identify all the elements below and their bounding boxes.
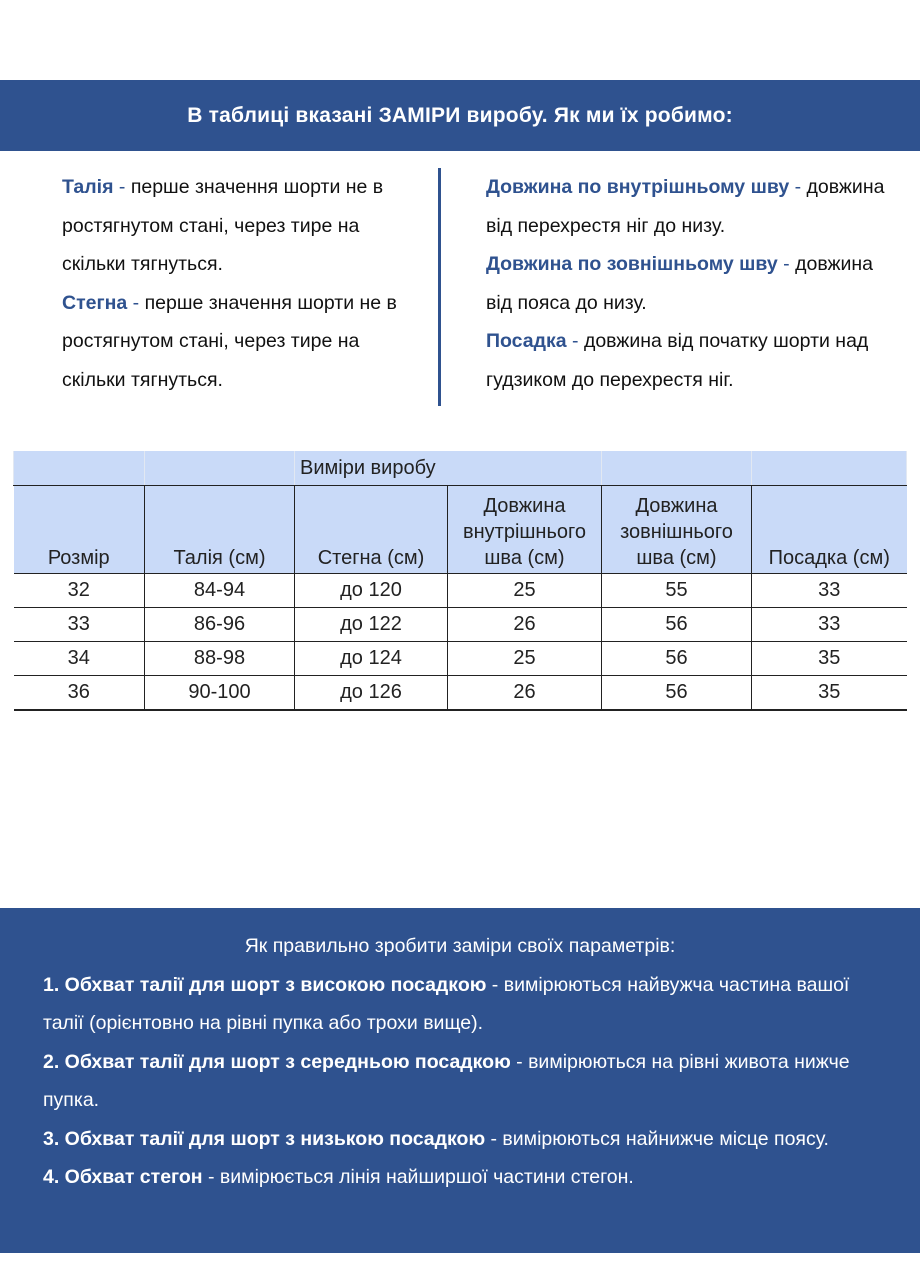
table-cell: 56: [602, 676, 752, 711]
definitions-left-column: [62, 168, 424, 399]
header-line: Талія (см): [173, 547, 266, 569]
table-cell: 34: [14, 642, 145, 676]
definition-term: Посадка: [486, 330, 567, 352]
table-cell: 88-98: [145, 642, 295, 676]
table-cell: 55: [602, 574, 752, 608]
instruction-text: - вимірюються найвужча частина вашої талії (орієнтовно на рівні пупка або трохи вище).: [43, 973, 850, 1034]
instruction-text: - вимірюються найнижче місце поясу.: [485, 1127, 829, 1150]
definition-text: довжина від пояса до низу.: [486, 253, 874, 314]
table-cell: 25: [448, 574, 602, 608]
table-cell: 26: [448, 676, 602, 711]
table-cell: до 122: [295, 608, 448, 642]
definition-separator: -: [113, 176, 131, 198]
table-cell: до 126: [295, 676, 448, 711]
instruction-title: 3. Обхват талії для шорт з низькою посадкою: [43, 1127, 486, 1150]
definition-separator: -: [777, 253, 796, 275]
top-banner: [0, 80, 920, 151]
table-cell: 33: [14, 608, 145, 642]
definitions-right-column: [486, 168, 886, 399]
table-row: [14, 608, 907, 642]
header-line: шва (см): [484, 547, 565, 569]
table-title: Виміри виробу: [295, 451, 602, 486]
instruction-title: 2. Обхват талії для шорт з середньою посадкою: [43, 1050, 511, 1073]
instruction-text: - вимірюються на рівні живота нижче пупка.: [43, 1050, 850, 1111]
header-line: внутрішнього: [462, 521, 586, 543]
column-header-waist: [145, 486, 295, 574]
table-title-cell: [602, 451, 752, 486]
banner-title: В таблиці вказані ЗАМІРИ виробу. Як ми їх робимо:: [187, 103, 733, 127]
instruction-item: [43, 1158, 893, 1197]
column-header-inseam: [448, 486, 602, 574]
definition-outseam: [486, 245, 886, 322]
table-cell: 35: [752, 676, 907, 711]
definition-term: Талія: [62, 176, 114, 198]
table-cell: 84-94: [145, 574, 295, 608]
table-cell: 86-96: [145, 608, 295, 642]
size-table-wrapper: [13, 451, 906, 711]
instructions-content: [43, 927, 893, 1197]
instruction-item: [43, 1043, 893, 1120]
definition-inseam: [486, 168, 886, 245]
header-line: зовнішнього: [620, 521, 733, 543]
size-table: [13, 451, 907, 711]
definition-hips: [62, 284, 424, 400]
definition-term: Довжина по внутрішньому шву: [486, 176, 790, 198]
definition-separator: -: [789, 176, 807, 198]
column-header-hips: [295, 486, 448, 574]
instruction-text: - вимірюється лінія найширшої частини стегон.: [202, 1166, 634, 1188]
definition-separator: -: [127, 291, 145, 314]
definition-term: Стегна: [62, 291, 128, 314]
column-divider: [438, 168, 441, 406]
instruction-item: [43, 966, 893, 1043]
table-cell: 56: [602, 642, 752, 676]
header-line: Стегна (см): [317, 547, 425, 569]
table-cell: до 124: [295, 642, 448, 676]
table-cell: 26: [448, 608, 602, 642]
measurement-instructions: [0, 908, 920, 1253]
table-cell: 32: [14, 574, 145, 608]
table-cell: 56: [602, 608, 752, 642]
column-header-rise: [752, 486, 907, 574]
table-title-cell: [145, 451, 295, 486]
table-cell: 33: [752, 608, 907, 642]
instructions-heading: Як правильно зробити заміри своїх параметрів:: [244, 935, 676, 957]
definition-text: перше значення шорти не в ростягнутом стані, через тире на скільки тягнуться.: [62, 291, 397, 391]
table-cell: 25: [448, 642, 602, 676]
header-line: Розмір: [47, 547, 110, 569]
header-line: Довжина: [483, 495, 566, 517]
table-cell: до 120: [295, 574, 448, 608]
instruction-title: 1. Обхват талії для шорт з високою посадкою: [43, 973, 487, 996]
column-header-size: [14, 486, 145, 574]
definition-text: довжина від перехрестя ніг до низу.: [486, 176, 885, 237]
instruction-item: [43, 1120, 893, 1159]
table-cell: 35: [752, 642, 907, 676]
table-cell: 36: [14, 676, 145, 711]
table-cell: 90-100: [145, 676, 295, 711]
header-line: Довжина: [635, 495, 718, 517]
column-header-outseam: [602, 486, 752, 574]
table-row: [14, 574, 907, 608]
table-header-row: [14, 486, 907, 574]
table-row: [14, 676, 907, 711]
definition-term: Довжина по зовнішньому шву: [486, 253, 778, 275]
table-title-row: [14, 451, 907, 486]
definition-rise: [486, 322, 886, 399]
header-line: шва (см): [636, 547, 717, 569]
definition-waist: [62, 168, 424, 284]
definition-text: перше значення шорти не в ростягнутом стані, через тире на скільки тягнуться.: [62, 176, 384, 275]
definition-text: довжина від початку шорти над гудзиком до перехрестя ніг.: [486, 330, 869, 391]
table-cell: 33: [752, 574, 907, 608]
definition-separator: -: [566, 330, 584, 352]
definitions-section: [0, 168, 920, 408]
table-title-cell: [14, 451, 145, 486]
header-line: Посадка (см): [768, 547, 890, 569]
table-title-cell: [752, 451, 907, 486]
table-row: [14, 642, 907, 676]
instruction-title: 4. Обхват стегон: [43, 1166, 203, 1188]
